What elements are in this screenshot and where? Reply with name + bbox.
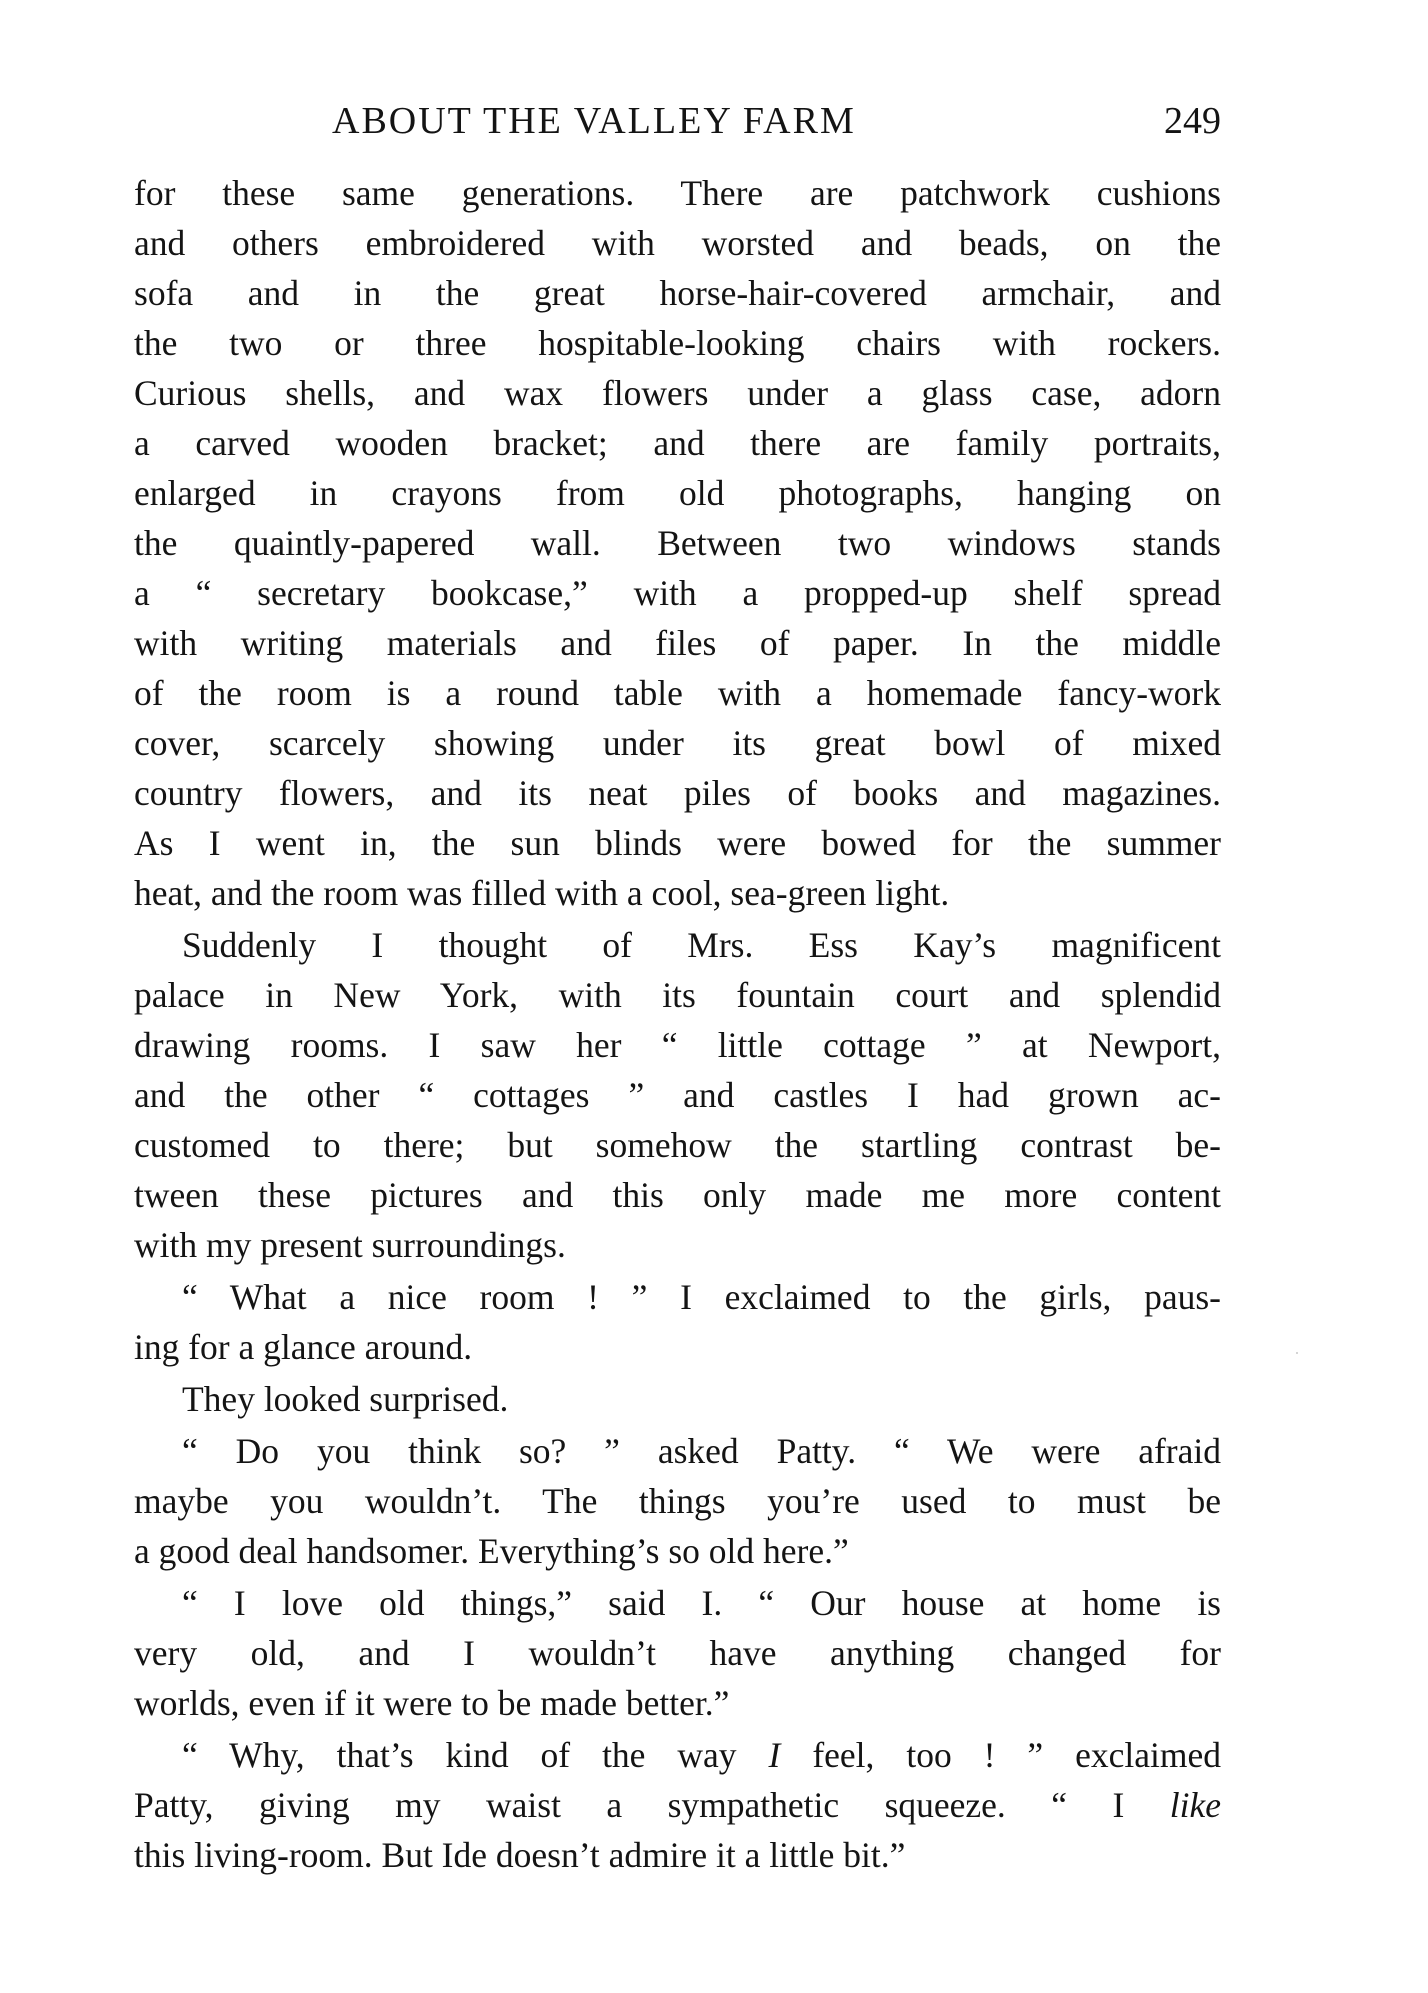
text-line: “ What a nice room ! ” I exclaimed to the girls, paus- [182,1277,1221,1317]
text-line: sofa and in the great horse-hair-covered armchair, and [134,273,1221,313]
text-line: of the room is a round table with a homemade fancy-work [134,673,1221,713]
text-line: enlarged in crayons from old photographs, hanging on [134,473,1221,513]
body-text [134,168,1221,1880]
text-line: very old, and I wouldn’t have anything changed for [134,1633,1221,1673]
text-segment: “ Why, that’s kind of the way [182,1735,737,1775]
text-line: Suddenly I thought of Mrs. Ess Kay’s magnificent [182,925,1221,965]
text-line: the quaintly-papered wall. Between two windows stands [134,523,1221,563]
text-line: with writing materials and files of paper. In the middle [134,623,1221,663]
text-segment: Patty, giving my waist a sympathetic squeeze. “ I [134,1785,1125,1825]
text-line: the two or three hospitable-looking chairs with rockers. [134,323,1221,363]
text-line [134,1780,1221,1830]
text-line: cover, scarcely showing under its great bowl of mixed [134,723,1221,763]
text-line: a “ secretary bookcase,” with a propped-up shelf spread [134,573,1221,613]
text-line: maybe you wouldn’t. The things you’re used to must be [134,1481,1221,1521]
text-line: with my present surroundings. [134,1225,566,1265]
text-line: “ Do you think so? ” asked Patty. “ We were afraid [182,1431,1221,1471]
text-line: Curious shells, and wax flowers under a glass case, adorn [134,373,1221,413]
text-line: As I went in, the sun blinds were bowed for the summer [134,823,1221,863]
text-line: and others embroidered with worsted and beads, on the [134,223,1221,263]
text-line: tween these pictures and this only made me more content [134,1175,1221,1215]
text-line [134,1730,1221,1780]
text-segment: feel, too ! ” exclaimed [812,1735,1222,1775]
text-line: drawing rooms. I saw her “ little cottage ” at Newport, [134,1025,1221,1065]
text-line: palace in New York, with its fountain court and splendid [134,975,1221,1015]
text-line: a carved wooden bracket; and there are family portraits, [134,423,1221,463]
text-line: They looked surprised. [182,1379,509,1419]
emphasis-text: I [768,1735,781,1775]
text-line: this living-room. But Ide doesn’t admire it a little bit.” [134,1835,906,1875]
text-line: and the other “ cottages ” and castles I had grown ac- [134,1075,1221,1115]
running-head: ABOUT THE VALLEY FARM [332,100,856,142]
text-line: country flowers, and its neat piles of books and magazines. [134,773,1221,813]
emphasis-text: like [1169,1785,1221,1825]
text-line: ing for a glance around. [134,1327,473,1367]
page-number: 249 [1164,100,1221,142]
paper-speck [1296,1352,1298,1354]
text-line: customed to there; but somehow the startling contrast be- [134,1125,1221,1165]
text-line: a good deal handsomer. Everything’s so old here.” [134,1531,849,1571]
text-line: for these same generations. There are patchwork cushions [134,173,1221,213]
text-line: “ I love old things,” said I. “ Our house at home is [182,1583,1221,1623]
page-header [134,96,1221,146]
text-line: worlds, even if it were to be made better.” [134,1683,730,1723]
text-line: heat, and the room was filled with a cool, sea-green light. [134,873,950,913]
